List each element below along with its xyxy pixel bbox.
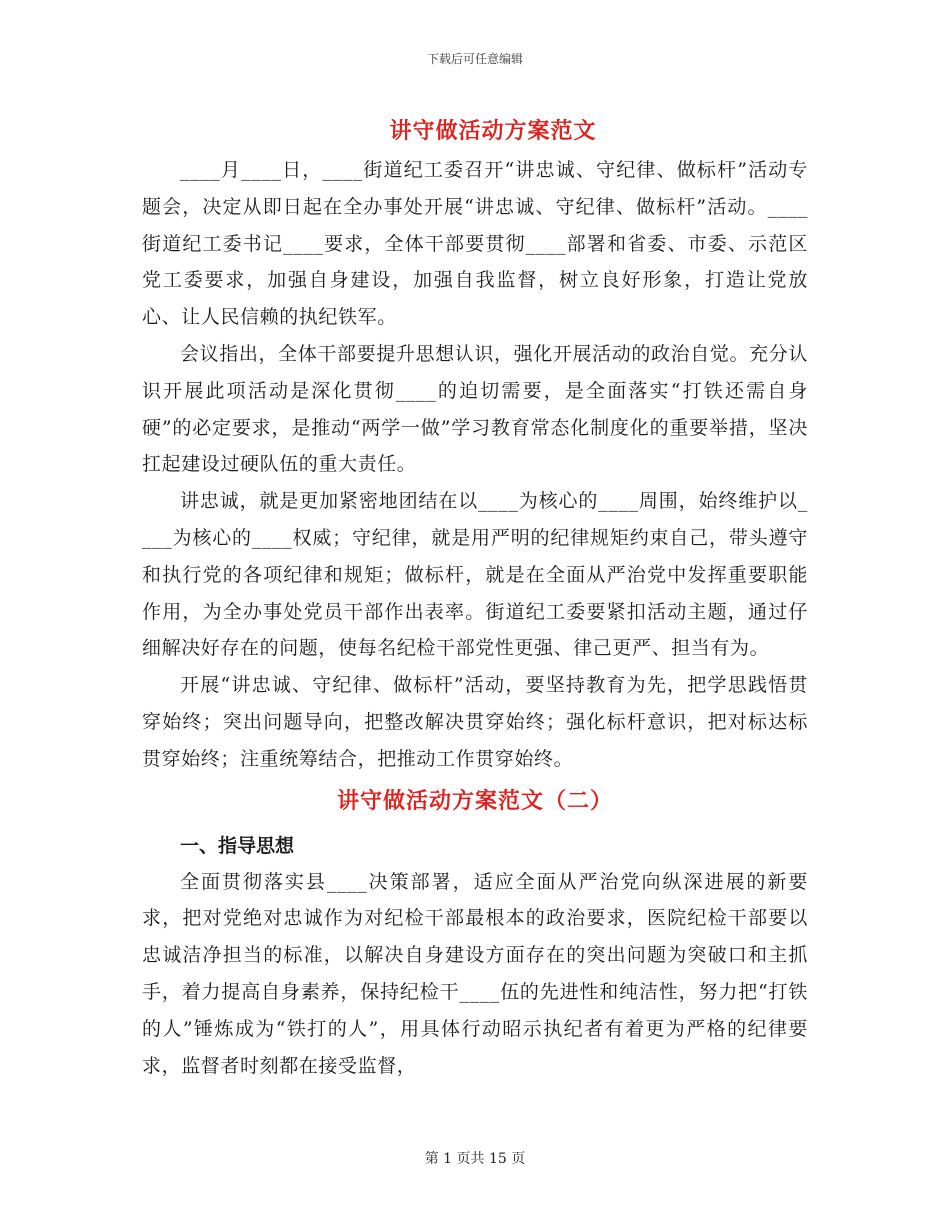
page-number: 第 1 页共 15 页 bbox=[424, 1151, 526, 1167]
document-title-2: 讲守做活动方案范文（二） bbox=[336, 787, 613, 814]
page-header-note: 下载后可任意编辑 bbox=[426, 52, 523, 66]
document-body bbox=[142, 110, 808, 1084]
document-title: 讲守做活动方案范文 bbox=[389, 118, 597, 144]
paragraph: 会议指出，全体干部要提升思想认识，强化开展活动的政治自觉。充分认识开展此项活动是深化贯彻____的迫切需要，是全面落实“打铁还需自身硬”的必定要求，是推动“两学一做”学习教育常态化制度化的重要举措，坚决扛起建设过硬队伍的重大责任。 bbox=[142, 342, 808, 476]
paragraph: 开展“讲忠诚、守纪律、做标杆”活动，要坚持教育为先，把学思践悟贯穿始终；突出问题导向，把整改解决贯穿始终；强化标杆意识，把对标达标贯穿始终；注重统筹结合，把推动工作贯穿始终。 bbox=[142, 674, 808, 770]
section-heading: 一、指导思想 bbox=[180, 834, 295, 857]
paragraph: 讲忠诚，就是更加紧密地团结在以____为核心的____周围，始终维护以____为核心的____权威；守纪律，就是用严明的纪律规矩约束自己，带头遵守和执行党的各项纪律和规矩；做标杆，就是在全面从严治党中发挥重要职能作用，为全办事处党员干部作出表率。街道纪工委要紧扣活动主题，通过仔细解决好存在的问题，使每名纪检干部党性更强、律己更严、担当有为。 bbox=[142, 490, 808, 660]
paragraph: ____月____日，____街道纪工委召开“讲忠诚、守纪律、做标杆”活动专题会，决定从即日起在全办事处开展“讲忠诚、守纪律、做标杆”活动。____街道纪工委书记____要求，全体干部要贯彻____部署和省委、市委、示范区党工委要求，加强自身建设，加强自我监督，树立良好形象，打造让党放心、让人民信赖的执纪铁军。 bbox=[142, 159, 808, 329]
paragraph: 全面贯彻落实县____决策部署，适应全面从严治党向纵深进展的新要求，把对党绝对忠诚作为对纪检干部最根本的政治要求，医院纪检干部要以忠诚洁净担当的标准，以解决自身建设方面存在的突出问题为突破口和主抓手，着力提高自身素养，保持纪检干____伍的先进性和纯洁性，努力把“打铁的人”锤炼成为“铁打的人”，用具体行动昭示执纪者有着更为严格的纪律要求，监督者时刻都在接受监督， bbox=[142, 870, 808, 1077]
